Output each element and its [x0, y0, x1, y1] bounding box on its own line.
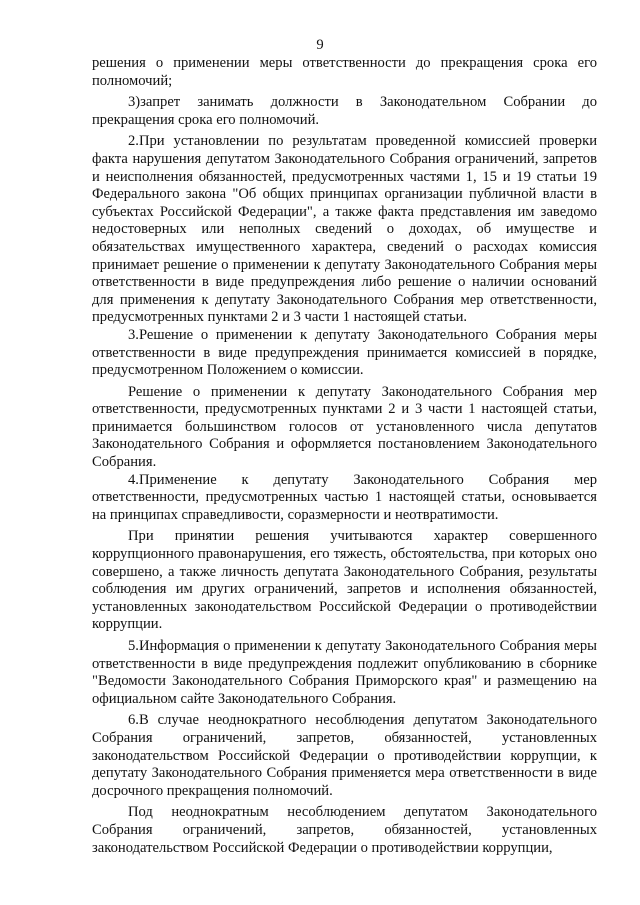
paragraph-continuation: решения о применении меры ответственности до прекращения срока его полномочий; [92, 55, 597, 89]
paragraph-part-5: 5.Информация о применении к депутату Законодательного Собрания меры ответственности в виде предупреждения подлежит опубликованию в сборнике "Ведомости Законодательного Собрания Приморского края" и размещению на официальном сайте Законодательного Собрания. [92, 638, 597, 707]
paragraph-part-4-factors: При принятии решения учитываются характер совершенного коррупционного правонарушения, его тяжесть, обстоятельства, при которых оно совершено, а также личность депутата Законодательного Собрания, результаты соблюдения им других ограничений, запретов и исполнения обязанностей, установленных законодательством Российской Федерации о противодействии коррупции. [92, 528, 597, 633]
paragraph-part-2: 2.При установлении по результатам проведенной комиссией проверки факта нарушения депутатом Законодательного Собрания ограничений, запретов и неисполнения обязанностей, предусмотренных частями 1, 15 и 19 статьи 19 Федерального закона "Об общих принципах организации публичной власти в субъектах Российской Федерации", а также факта представления им заведомо недостоверных или неполных сведений о доходах, об имуществе и обязательствах имущественного характера, сведений о расходах комиссия принимает решение о применении к депутату Законодательного Собрания меры ответственности в виде предупреждения либо решение о наличии оснований для применения к депутату Законодательного Собрания мер ответственности, предусмотренных пунктами 2 и 3 части 1 настоящей статьи. [92, 133, 597, 326]
paragraph-part-6: 6.В случае неоднократного несоблюдения депутатом Законодательного Собрания ограничений, запретов, обязанностей, установленных законодательством Российской Федерации о противодействии коррупции, к депутату Законодательного Собрания применяется мера ответственности в виде досрочного прекращения полномочий. [92, 712, 597, 799]
paragraph-item-3: 3)запрет занимать должности в Законодательном Собрании до прекращения срока его полномочий. [92, 94, 597, 128]
paragraph-part-3: 3.Решение о применении к депутату Законодательного Собрания меры ответственности в виде предупреждения принимается комиссией в порядке, предусмотренном Положением о комиссии. [92, 326, 597, 379]
paragraph-part-4: 4.Применение к депутату Законодательного Собрания мер ответственности, предусмотренных частью 1 настоящей статьи, основывается на принципах справедливости, соразмерности и неотвратимости. [92, 471, 597, 523]
page-number: 9 [316, 37, 324, 53]
document-body [92, 55, 597, 857]
paragraph-part-6-definition: Под неоднократным несоблюдением депутатом Законодательного Собрания ограничений, запретов, обязанностей, установленных законодательством Российской Федерации о противодействии коррупции, [92, 804, 597, 856]
paragraph-part-3-decision: Решение о применении к депутату Законодательного Собрания мер ответственности, предусмотренных пунктами 2 и 3 части 1 настоящей статьи, принимается большинством голосов от установленного числа депутатов Законодательного Собрания и оформляется постановлением Законодательного Собрания. [92, 383, 597, 471]
